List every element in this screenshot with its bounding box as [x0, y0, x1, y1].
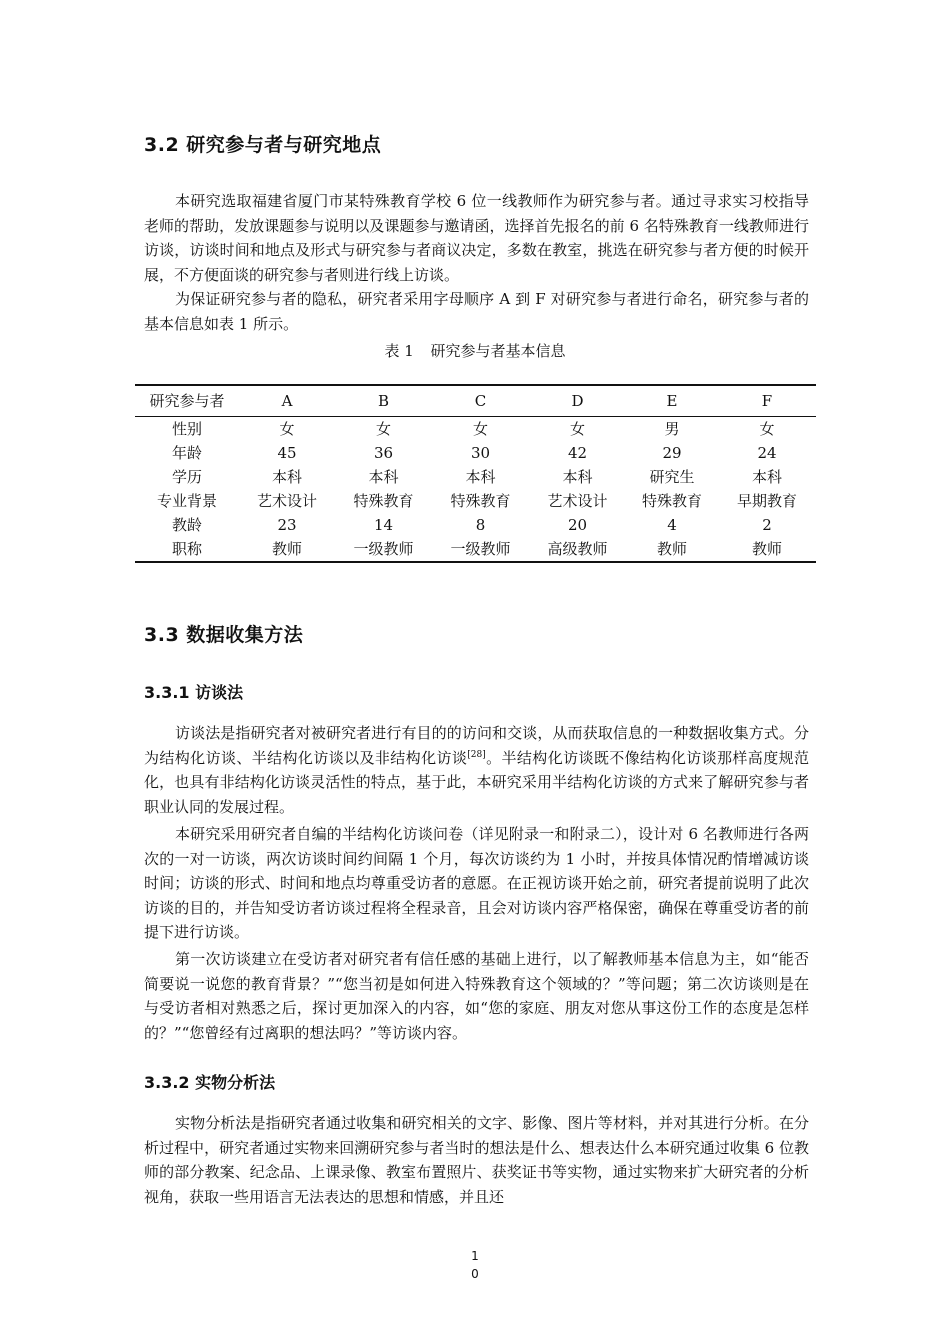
table-cell: 女 [375, 420, 391, 438]
table-cell: 一级教师 [353, 540, 414, 558]
section-heading-3-2: 3.2 研究参与者与研究地点 [144, 134, 382, 156]
table-row [135, 441, 816, 465]
paragraph-text: 访谈法是指研究者对被研究者进行有目的的访问和交谈，从而获取信息的一种数据收集方式。分为结构化访谈、半结构化访谈以及非结构化访谈 [144, 724, 809, 767]
table-cell: 36 [373, 444, 394, 462]
table-cell: 教龄 [171, 516, 202, 534]
table-cell: 本科 [562, 468, 593, 486]
table-cell: 教师 [271, 540, 302, 558]
table-header-cell: E [666, 392, 678, 410]
table-caption [0, 340, 950, 361]
paragraph: 实物分析法是指研究者通过收集和研究相关的文字、影像、图片等材料，并对其进行分析。在分析过程中，研究者通过实物来回溯研究参与者当时的想法是什么、想表达什么本研究通过收集 6 位教师的部分教案、纪念品、上课录像、教室布置照片、获奖证书等实物，通过实物来扩大研究者的分析视角，获取一些用语言无法表达的思想和情感，并且还 [144, 1114, 809, 1206]
table-cell: 一级教师 [450, 540, 511, 558]
table-cell: 艺术设计 [256, 492, 317, 510]
paragraph-text: 。半结构化访谈既不像结构化访谈那样高度规范化，也具有非结构化访谈灵活性的特点，基于此，本研究采用半结构化访谈的方式来了解研究参与者职业认同的发展过程。 [144, 748, 809, 816]
table-cell: 学历 [171, 468, 202, 486]
table-header-cell: C [474, 392, 487, 410]
table-cell: 8 [475, 516, 486, 534]
table-cell: 专业背景 [156, 492, 217, 510]
table-row [135, 465, 816, 489]
table-cell: 23 [277, 516, 297, 534]
table-cell: 4 [667, 516, 677, 534]
table-cell: 早期教育 [736, 492, 797, 510]
paragraph: 本研究采用研究者自编的半结构化访谈问卷（详见附录一和附录二），设计对 6 名教师进行各两次的一对一访谈，两次访谈时间约间隔 1 个月，每次访谈约为 1 小时，并按具体情况酌情增减访谈时间；访谈的形式、时间和地点均尊重受访者的意愿。在正视访谈开始之前，研究者提前说明了此次访谈的目的，并告知受访者访谈过程将全程录音，且会对访谈内容严格保密，确保在尊重受访者的前提下进行访谈。 [144, 825, 809, 941]
table-header-cell: A [281, 392, 293, 410]
citation-reference: [28] [467, 749, 486, 760]
table-header-row [135, 385, 816, 417]
table-cell: 特殊教育 [641, 492, 702, 510]
table-header-cell: F [761, 392, 773, 410]
table-cell: 特殊教育 [353, 492, 414, 510]
table-caption-title: 研究参与者基本信息 [430, 342, 566, 360]
participants-table [135, 384, 816, 563]
table-cell: 年龄 [171, 444, 202, 462]
table-cell: 29 [662, 444, 682, 462]
table-row [135, 417, 816, 442]
table-cell: 24 [757, 444, 777, 462]
table-cell: 42 [567, 444, 588, 462]
table-cell: 女 [279, 420, 295, 438]
table-cell: 女 [569, 420, 585, 438]
table-cell: 14 [373, 516, 394, 534]
paragraph: 本研究选取福建省厦门市某特殊教育学校 6 位一线教师作为研究参与者。通过寻求实习校指导老师的帮助，发放课题参与说明以及课题参与邀请函，选择首先报名的前 6 名特殊教育一线教师进行访谈，访谈时间和地点及形式与研究参与者商议决定，多数在教室，挑选在研究参与者方便的时候开展，不方便面谈的研究参与者则进行线上访谈。 [144, 192, 809, 284]
table-header-cell: B [377, 392, 390, 410]
subsection-heading-3-3-1: 3.3.1 访谈法 [144, 683, 244, 702]
table-cell: 女 [472, 420, 488, 438]
section-heading-3-3: 3.3 数据收集方法 [144, 624, 304, 646]
table-cell: 45 [277, 444, 297, 462]
page-number: 1 [471, 1249, 479, 1263]
table-cell: 2 [762, 516, 772, 534]
paragraph: 第一次访谈建立在受访者对研究者有信任感的基础上进行，以了解教师基本信息为主，如“能否简要说一说您的教育背景？”“您当初是如何进入特殊教育这个领域的？”等问题；第二次访谈则是在与受访者相对熟悉之后，探讨更加深入的内容，如“您的家庭、朋友对您从事这份工作的态度是怎样的？”“您曾经有过离职的想法吗？”等访谈内容。 [144, 950, 809, 1042]
paragraph: 为保证研究参与者的隐私，研究者采用字母顺序 A 到 F 对研究参与者进行命名，研究参与者的基本信息如表 1 所示。 [144, 290, 809, 333]
table-caption-label: 表 1 [384, 342, 414, 360]
table-cell: 高级教师 [547, 540, 608, 558]
table-cell: 女 [759, 420, 775, 438]
table-cell: 男 [664, 420, 680, 438]
paragraph [144, 721, 809, 819]
table-cell: 本科 [368, 468, 399, 486]
table-cell: 本科 [271, 468, 302, 486]
table-cell: 本科 [465, 468, 496, 486]
table-row [135, 513, 816, 537]
subsection-heading-3-3-2: 3.3.2 实物分析法 [144, 1073, 276, 1092]
table-cell: 特殊教育 [450, 492, 511, 510]
table-header-cell: 研究参与者 [149, 392, 225, 410]
table-cell: 30 [470, 444, 491, 462]
table-cell: 研究生 [649, 468, 695, 486]
table-cell: 教师 [751, 540, 782, 558]
table-cell: 性别 [171, 420, 202, 438]
table-cell: 本科 [751, 468, 782, 486]
table-row [135, 537, 816, 562]
table-cell: 艺术设计 [547, 492, 608, 510]
table-cell: 教师 [656, 540, 687, 558]
table-cell: 20 [567, 516, 588, 534]
table-row [135, 489, 816, 513]
table-cell: 职称 [171, 540, 202, 558]
table-header-cell: D [571, 392, 584, 410]
page-number-continued: 0 [471, 1267, 479, 1281]
